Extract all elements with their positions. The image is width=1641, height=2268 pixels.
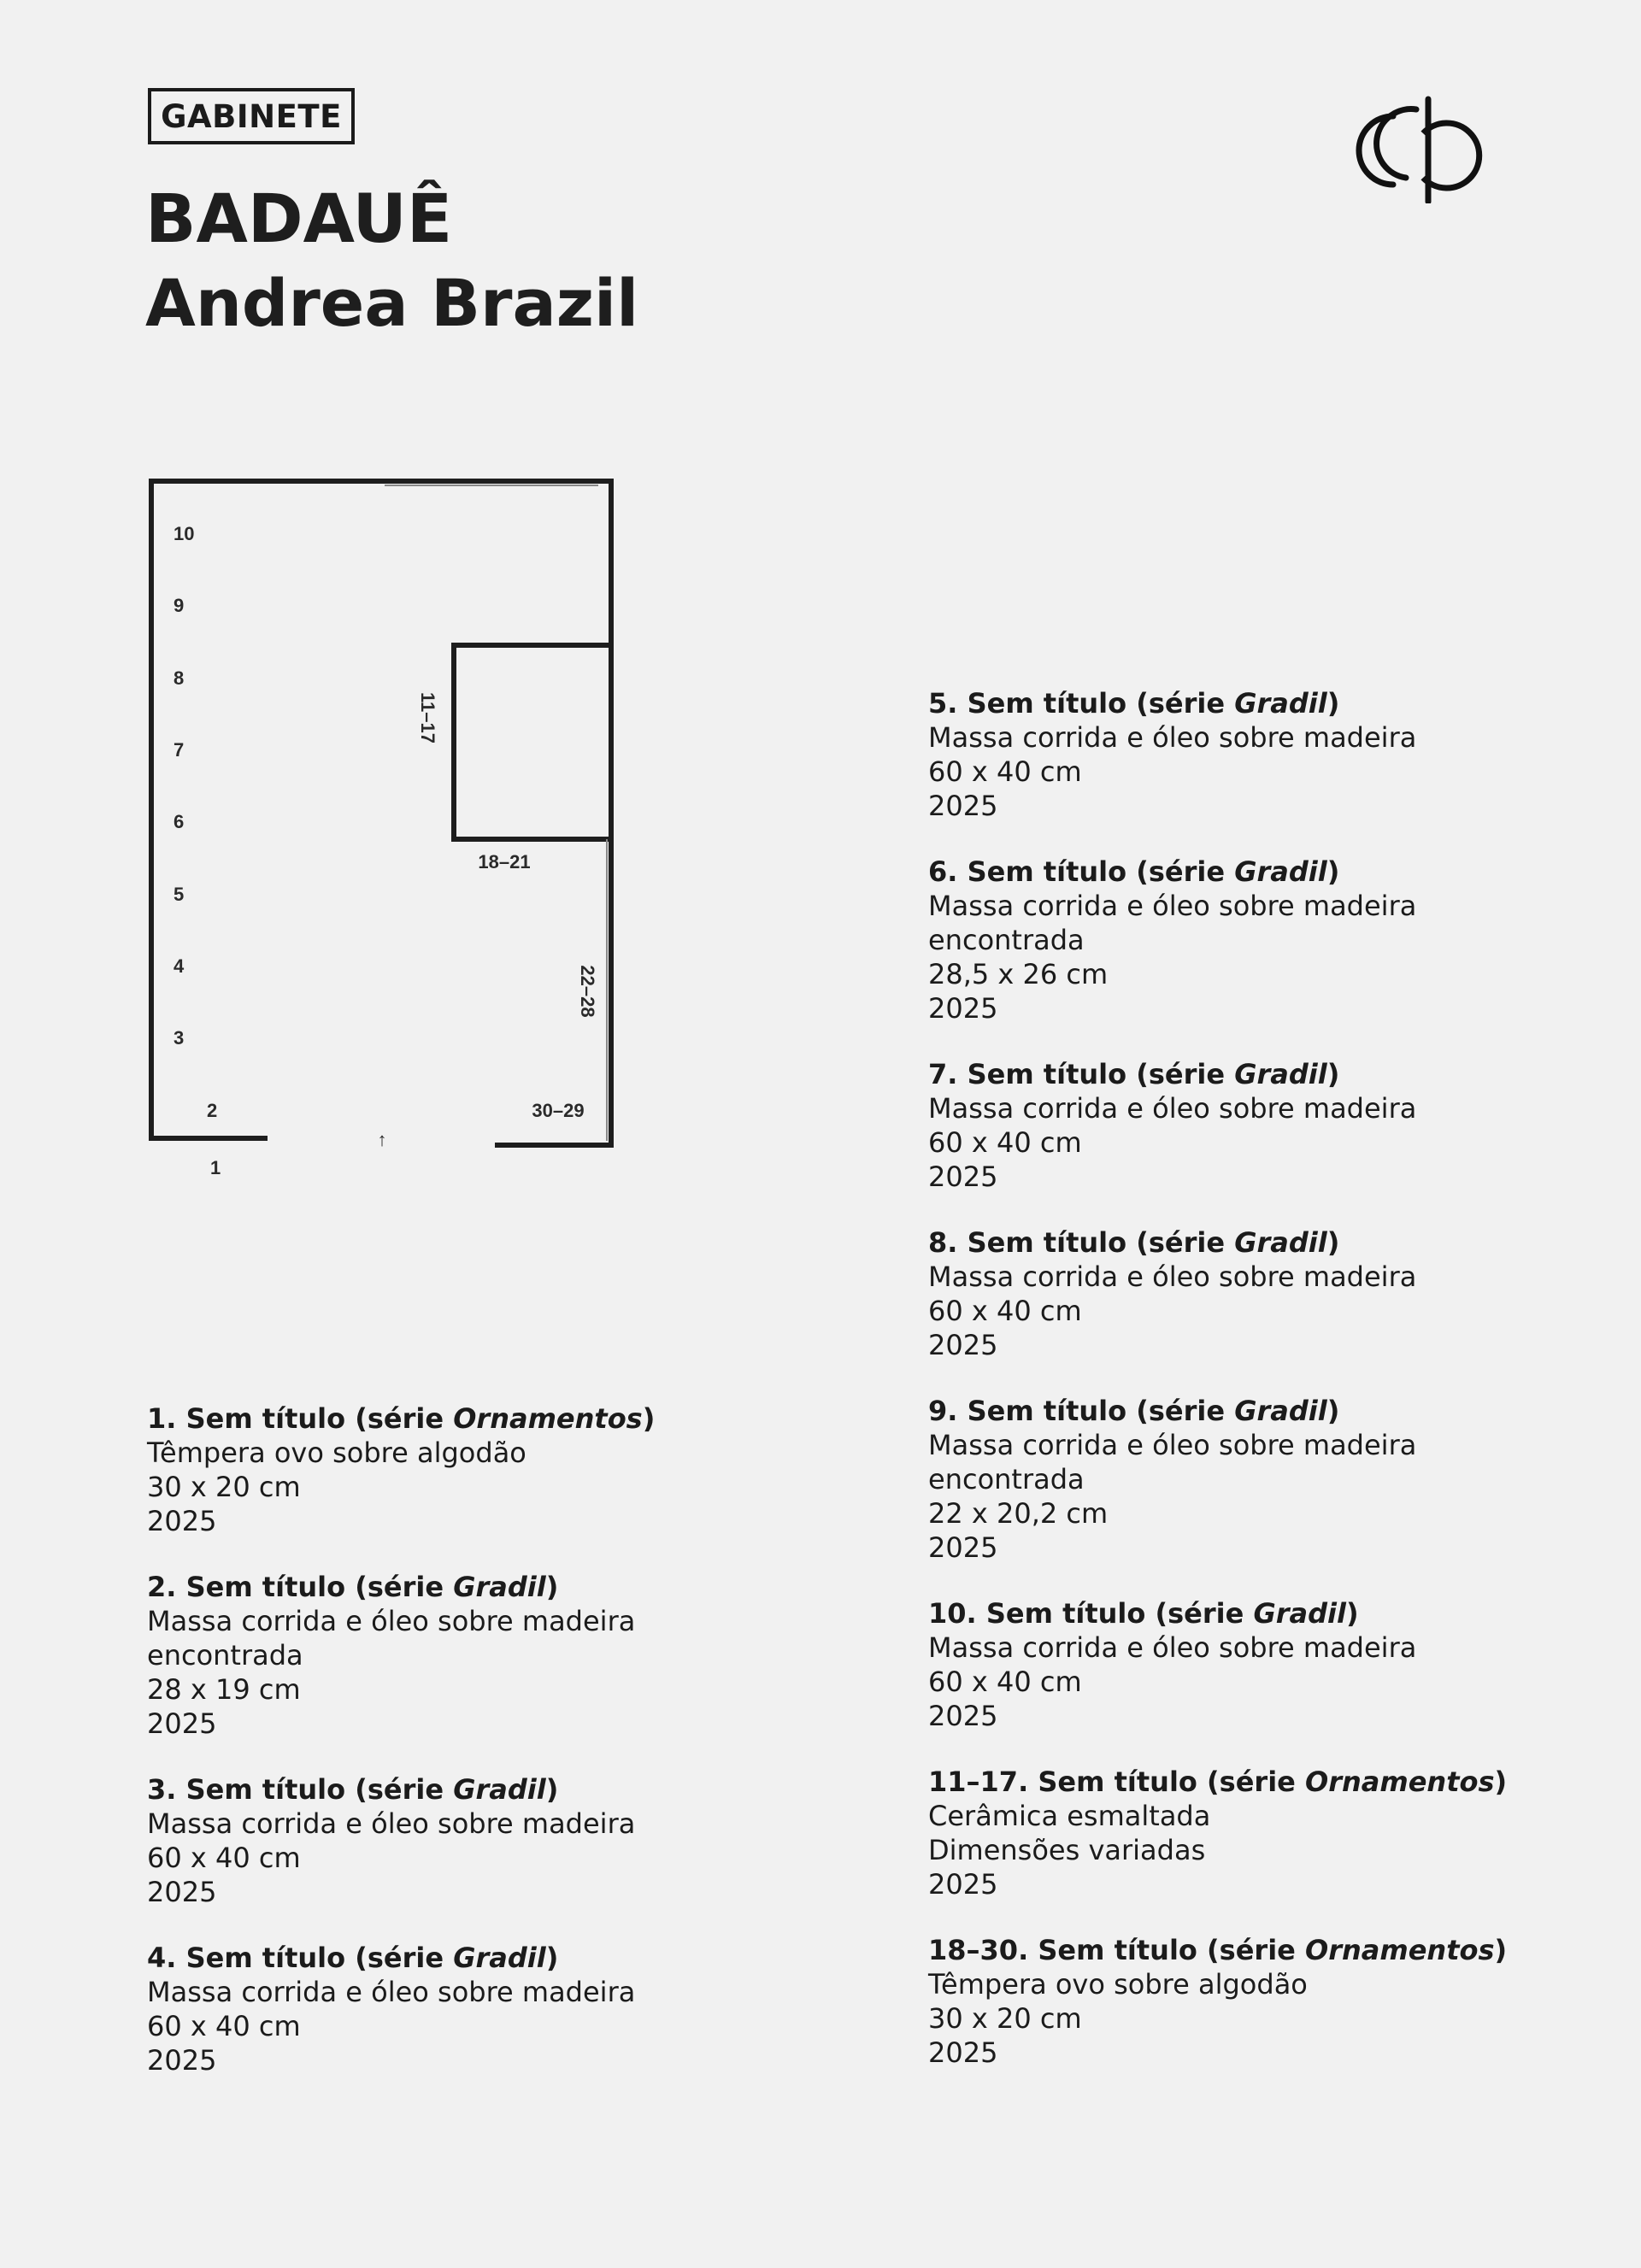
floor-plan: [137, 466, 641, 1201]
work-year: 2025: [928, 1160, 998, 1193]
entrance-arrow-icon: ↑: [377, 1129, 387, 1150]
work-size: 60 x 40 cm: [147, 2010, 301, 2042]
artist-name: Andrea Brazil: [145, 265, 639, 341]
work-medium: Massa corrida e óleo sobre madeira: [928, 1429, 1417, 1461]
work-medium-cont: encontrada: [928, 1463, 1085, 1495]
work-year: 2025: [928, 2036, 998, 2069]
work-year: 2025: [928, 992, 998, 1025]
work-entry-18-30: [928, 1933, 1641, 2070]
work-medium: Massa corrida e óleo sobre madeira: [928, 1260, 1417, 1293]
plan-label-8: 8: [174, 667, 185, 689]
work-medium: Têmpera ovo sobre algodão: [928, 1968, 1308, 2001]
work-size: Dimensões variadas: [928, 1834, 1206, 1866]
work-medium: Têmpera ovo sobre algodão: [147, 1437, 526, 1469]
work-year: 2025: [147, 1505, 217, 1537]
work-medium: Massa corrida e óleo sobre madeira: [928, 721, 1417, 754]
work-medium: Massa corrida e óleo sobre madeira: [928, 890, 1417, 922]
work-size: 60 x 40 cm: [928, 1295, 1082, 1327]
work-size: 30 x 20 cm: [928, 2002, 1082, 2035]
work-medium: Massa corrida e óleo sobre madeira: [928, 1092, 1417, 1125]
works-list-right: [928, 686, 1641, 2070]
work-size: 60 x 40 cm: [147, 1842, 301, 1874]
section-label: GABINETE: [148, 88, 355, 144]
work-medium: Massa corrida e óleo sobre madeira: [147, 1807, 636, 1840]
plan-label-4: 4: [174, 955, 185, 977]
work-year: 2025: [928, 790, 998, 822]
works-list-left: [147, 1401, 916, 2077]
plan-label-10: 10: [174, 523, 195, 544]
work-entry-1: [147, 1401, 916, 1538]
plan-label-22-28: 22–28: [577, 965, 598, 1018]
work-size: 60 x 40 cm: [928, 1126, 1082, 1159]
work-title: 10. Sem título (série Gradil): [928, 1597, 1359, 1630]
plan-label-18-21: 18–21: [478, 851, 531, 873]
cp-logo-icon: [1346, 92, 1491, 203]
work-title: 4. Sem título (série Gradil): [147, 1942, 559, 1974]
plan-label-11-17: 11–17: [417, 692, 438, 743]
work-year: 2025: [928, 1700, 998, 1732]
work-medium: Cerâmica esmaltada: [928, 1800, 1211, 1832]
work-size: 22 x 20,2 cm: [928, 1497, 1109, 1530]
work-year: 2025: [147, 1707, 217, 1740]
plan-label-6: 6: [174, 811, 185, 832]
work-size: 60 x 40 cm: [928, 755, 1082, 788]
work-year: 2025: [147, 1876, 217, 1908]
plan-label-30-29: 30–29: [532, 1100, 585, 1121]
work-entry-5: [928, 686, 1641, 823]
work-entry-6: [928, 855, 1641, 1025]
work-year: 2025: [928, 1531, 998, 1564]
work-entry-3: [147, 1772, 916, 1909]
plan-label-7: 7: [174, 739, 185, 761]
work-title: 8. Sem título (série Gradil): [928, 1226, 1340, 1259]
work-entry-4: [147, 1941, 916, 2077]
work-entry-8: [928, 1225, 1641, 1362]
work-size: 30 x 20 cm: [147, 1471, 301, 1503]
work-medium-cont: encontrada: [928, 924, 1085, 956]
plan-label-2: 2: [207, 1100, 218, 1121]
work-title: 3. Sem título (série Gradil): [147, 1773, 559, 1806]
work-year: 2025: [928, 1329, 998, 1361]
work-title: 18–30. Sem título (série Ornamentos): [928, 1934, 1508, 1966]
work-title: 1. Sem título (série Ornamentos): [147, 1402, 656, 1435]
work-size: 60 x 40 cm: [928, 1666, 1082, 1698]
work-entry-7: [928, 1057, 1641, 1194]
work-medium: Massa corrida e óleo sobre madeira: [147, 1605, 636, 1637]
work-title: 2. Sem título (série Gradil): [147, 1571, 559, 1603]
work-title: 7. Sem título (série Gradil): [928, 1058, 1340, 1090]
work-title: 5. Sem título (série Gradil): [928, 687, 1340, 720]
work-title: 11–17. Sem título (série Ornamentos): [928, 1766, 1508, 1798]
work-medium: Massa corrida e óleo sobre madeira: [928, 1631, 1417, 1664]
work-title: 9. Sem título (série Gradil): [928, 1395, 1340, 1427]
work-size: 28,5 x 26 cm: [928, 958, 1109, 990]
work-title: 6. Sem título (série Gradil): [928, 855, 1340, 888]
work-medium: Massa corrida e óleo sobre madeira: [147, 1976, 636, 2008]
work-entry-11-17: [928, 1765, 1641, 1901]
work-entry-10: [928, 1596, 1641, 1733]
work-size: 28 x 19 cm: [147, 1673, 301, 1706]
work-entry-2: [147, 1570, 916, 1741]
plan-label-3: 3: [174, 1027, 185, 1049]
exhibition-title: BADAUÊ: [145, 181, 453, 258]
work-year: 2025: [147, 2044, 217, 2077]
work-year: 2025: [928, 1868, 998, 1901]
plan-label-1: 1: [210, 1157, 221, 1178]
work-medium-cont: encontrada: [147, 1639, 303, 1672]
work-entry-9: [928, 1394, 1641, 1565]
plan-label-5: 5: [174, 884, 185, 905]
plan-label-9: 9: [174, 595, 185, 616]
